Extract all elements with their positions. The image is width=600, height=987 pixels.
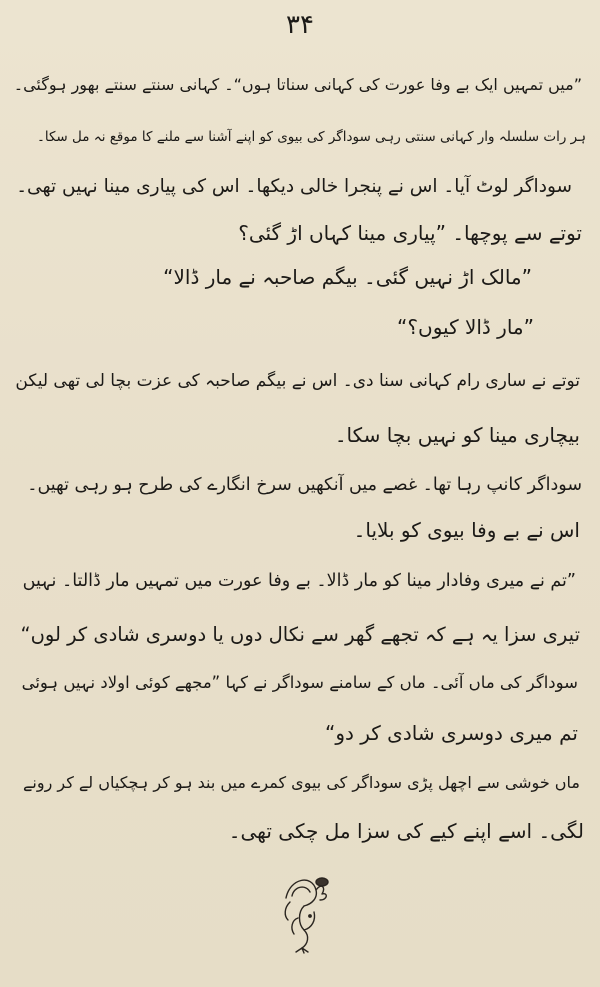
text-line: تیری سزا یہ ہے کہ تجھے گھر سے نکال دوں یا دوسری شادی کر لوں“ xyxy=(20,623,580,646)
text-line: سوداگر لوٹ آیا۔ اس نے پنجرا خالی دیکھا۔ اس کی پیاری مینا نہیں تھی۔ xyxy=(16,176,572,197)
text-line: لگی۔ اسے اپنے کیے کی سزا مل چکی تھی۔ xyxy=(228,819,584,843)
text-line: ”مالک اڑ نہیں گئی۔ بیگم صاحبہ نے مار ڈالا“ xyxy=(163,265,532,289)
page-number: ۳۴ xyxy=(286,10,314,40)
text-line: اس نے بے وفا بیوی کو بلایا۔ xyxy=(353,518,580,542)
text-line: ہر رات سلسلہ وار کہانی سنتی رہی سوداگر کی بیوی کو اپنے آشنا سے ملنے کا موقع نہ مل سکا۔ xyxy=(36,129,586,145)
rooster-icon xyxy=(272,868,332,954)
text-line: تم میری دوسری شادی کر دو“ xyxy=(324,721,578,745)
text-line: ماں خوشی سے اچھل پڑی سوداگر کی بیوی کمرے میں بند ہو کر ہچکیاں لے کر رونے xyxy=(23,773,580,792)
text-line: بیچاری مینا کو نہیں بچا سکا۔ xyxy=(334,423,580,447)
text-line: توتے نے ساری رام کہانی سنا دی۔ اس نے بیگم صاحبہ کی عزت بچا لی تھی لیکن xyxy=(15,371,580,391)
text-line: توتے سے پوچھا۔ ”پیاری مینا کہاں اڑ گئی؟ xyxy=(238,221,582,245)
text-line: سوداگر کانپ رہا تھا۔ غصے میں آنکھیں سرخ انگارے کی طرح ہو رہی تھیں۔ xyxy=(27,475,582,495)
text-line: سوداگر کی ماں آئی۔ ماں کے سامنے سوداگر نے کہا ”مجھے کوئی اولاد نہیں ہوئی xyxy=(21,673,578,692)
text-line: ”میں تمہیں ایک بے وفا عورت کی کہانی سناتا ہوں“۔ کہانی سنتے سنتے بھور ہوگئی۔ xyxy=(13,75,582,94)
text-line: ”تم نے میری وفادار مینا کو مار ڈالا۔ بے وفا عورت میں تمہیں مار ڈالتا۔ نہیں xyxy=(22,571,576,591)
text-line: ”مار ڈالا کیوں؟“ xyxy=(397,315,534,339)
